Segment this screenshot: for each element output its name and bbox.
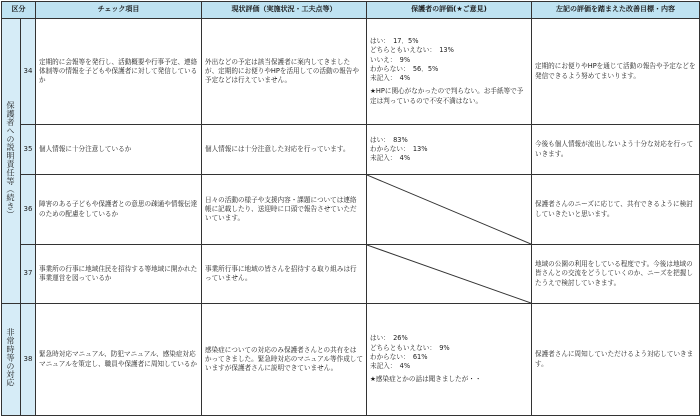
check-item: 個人情報に十分注意しているか xyxy=(36,125,202,175)
diagonal-slash xyxy=(367,175,531,244)
eval-line: どちらともいえない： 13% xyxy=(370,46,454,55)
status-text: 日々の活動の様子や支援内容・課題については連絡帳に記載したり、送迎時に口頭で報告させていただいています。 xyxy=(202,175,367,245)
check-item: 事業所の行事に地域住民を招待する等地域に開かれた事業運営を図っているか xyxy=(36,245,202,304)
improvement-text: 保護者さんのニーズに応じて、共有できるように検討していきたいと思います。 xyxy=(532,175,700,245)
improvement-text: 地域の公園の利用をしている程度です。今後は地域の皆さんとの交流をどうしていくのか、ニーズを把握したうえで検討していきます。 xyxy=(532,245,700,304)
category-explanation: 保護者への説明責任等（続き） xyxy=(2,19,21,304)
check-item: 定期的に会報等を発行し、活動概要や行事予定、連絡体制等の情報を子どもや保護者に対して発信しているか xyxy=(36,19,202,125)
header-improvement: 左記の評価を踏まえた改善目標・内容 xyxy=(532,2,700,19)
eval-line: はい： 17．5% xyxy=(370,36,419,45)
guardian-eval xyxy=(367,304,532,416)
eval-comment: ★感染症とかの話は聞きましたが・・ xyxy=(370,375,482,384)
improvement-text: 保護者さんに周知していただけるよう対応していきます。 xyxy=(532,304,700,416)
guardian-eval-na xyxy=(367,175,532,245)
eval-comment: ★HPに関心がなかったので判らない。お手紙等で予定は判っているので不安不満はない。 xyxy=(370,87,524,105)
header-check-item: チェック項目 xyxy=(36,2,202,19)
header-status: 現状評価（実施状況・工夫点等） xyxy=(202,2,367,19)
row-number: 34 xyxy=(21,19,36,125)
table-row xyxy=(2,245,700,304)
eval-line: わからない： 56．5% xyxy=(370,64,439,73)
table-row xyxy=(2,304,700,416)
improvement-text: 今後も個人情報が流出しないよう十分な対応を行っていきます。 xyxy=(532,125,700,175)
eval-line: 未記入： 4% xyxy=(370,154,411,163)
row-number: 36 xyxy=(21,175,36,245)
table-row xyxy=(2,19,700,125)
check-item: 障害のある子どもや保護者との意思の疎通や情報伝達のための配慮をしているか xyxy=(36,175,202,245)
category-emergency: 非常時等の対応 xyxy=(2,304,21,416)
header-row xyxy=(2,2,700,19)
header-guardian-eval: 保護者の評価(★ご意見) xyxy=(367,2,532,19)
eval-line: どちらともいえない： 9% xyxy=(370,343,450,352)
header-category: 区分 xyxy=(2,2,36,19)
table-row xyxy=(2,175,700,245)
guardian-eval xyxy=(367,19,532,125)
eval-line: わからない： 13% xyxy=(370,144,428,153)
status-text: 個人情報には十分注意した対応を行っています。 xyxy=(202,125,367,175)
guardian-eval xyxy=(367,125,532,175)
row-number: 35 xyxy=(21,125,36,175)
eval-line: わからない： 61% xyxy=(370,352,428,361)
self-evaluation-table xyxy=(1,1,700,416)
table-row xyxy=(2,125,700,175)
eval-line: はい： 83% xyxy=(370,135,408,144)
status-text: 外出などの予定は該当保護者に案内してきましたが、定期的にお便りやHPを活用しての活動の報告や予定などは行えていません。 xyxy=(202,19,367,125)
eval-line: いいえ： 9% xyxy=(370,55,411,64)
eval-line: 未記入： 4% xyxy=(370,362,411,371)
eval-line: はい： 26% xyxy=(370,334,408,343)
status-text: 感染症についての対応のみ保護者さんとの共有をはかってきました。緊急時対応のマニュアル等作成していますが保護者さんに説明できていません。 xyxy=(202,304,367,416)
diagonal-slash xyxy=(367,245,531,303)
row-number: 38 xyxy=(21,304,36,416)
improvement-text: 定期的にお便りやHPを通じて活動の報告や予定などを発信できるよう努めてまいります。 xyxy=(532,19,700,125)
row-number: 37 xyxy=(21,245,36,304)
check-item: 緊急時対応マニュアル、防犯マニュアル、感染症対応マニュアルを策定し、職員や保護者に周知しているか xyxy=(36,304,202,416)
status-text: 事業所行事に地域の皆さんを招待する取り組みは行っていません。 xyxy=(202,245,367,304)
guardian-eval-na xyxy=(367,245,532,304)
eval-line: 未記入： 4% xyxy=(370,74,411,83)
